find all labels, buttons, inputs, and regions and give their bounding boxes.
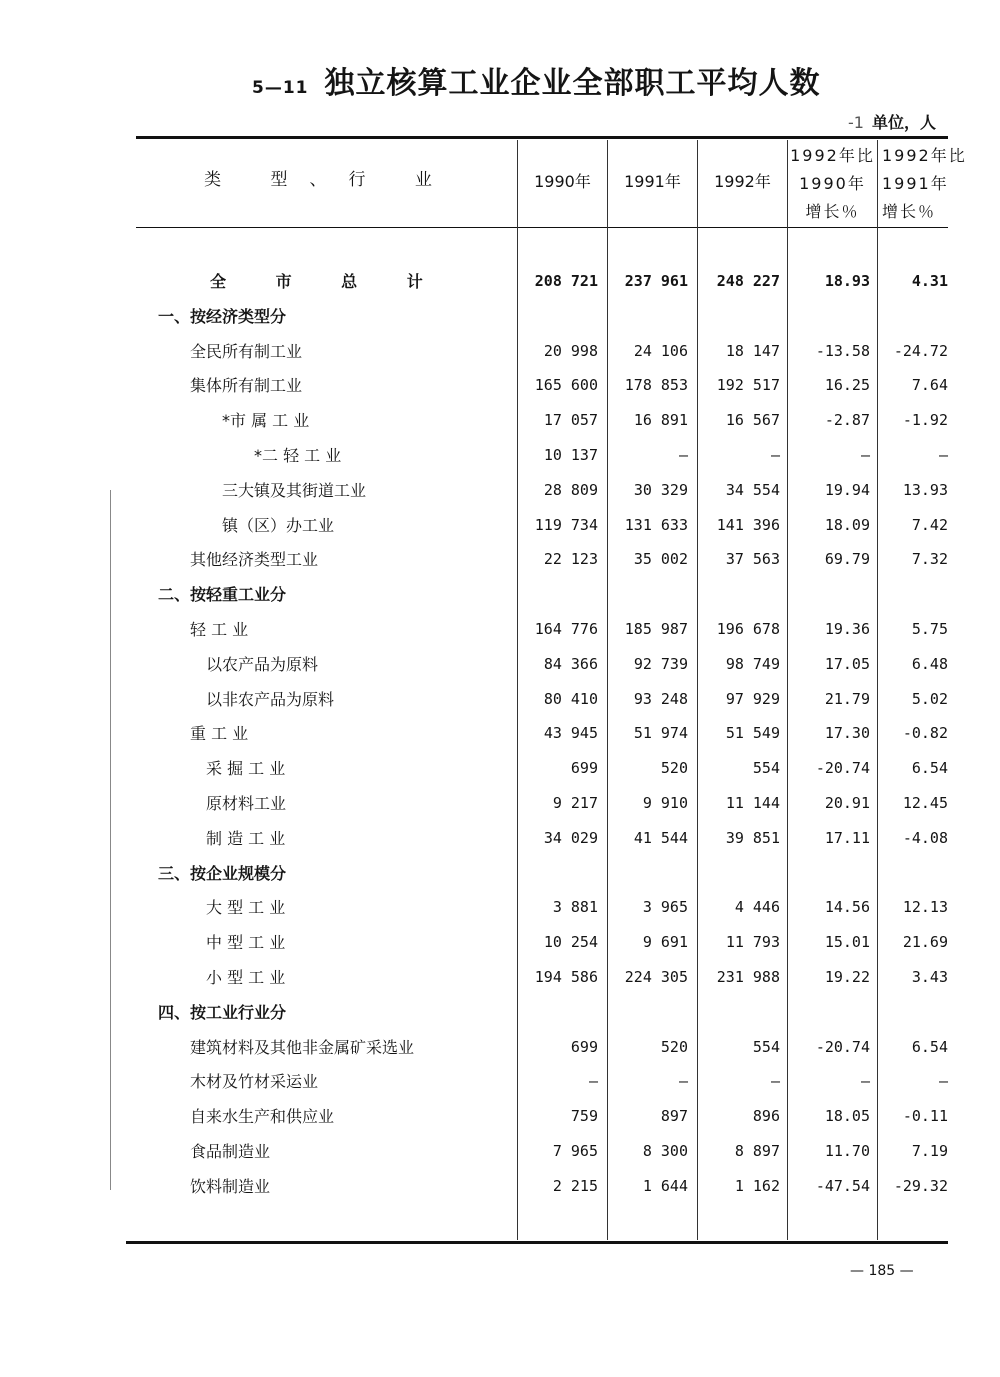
value-1990: 17 057 xyxy=(543,411,598,430)
value-1992: 896 xyxy=(752,1107,780,1126)
section-row xyxy=(0,577,1000,612)
value-1992: 11 144 xyxy=(725,794,780,812)
growth-vs-1990: -20.74 xyxy=(815,759,870,778)
table-row xyxy=(0,542,1000,577)
row-label: 大 型 工 业 xyxy=(206,898,286,918)
row-label: 饮料制造业 xyxy=(190,1176,271,1196)
row-label: 三大镇及其街道工业 xyxy=(222,480,367,500)
growth-vs-1991: 4.31 xyxy=(911,272,948,290)
growth-vs-1990: 19.36 xyxy=(824,620,870,638)
value-1991: 30 329 xyxy=(633,480,688,499)
header-line: 1991年 xyxy=(882,174,949,193)
value-1992: 34 554 xyxy=(725,480,780,499)
value-1992: — xyxy=(770,1072,780,1091)
value-1992: 98 749 xyxy=(725,654,780,673)
value-1990: 699 xyxy=(570,759,598,778)
row-label: 食品制造业 xyxy=(190,1142,271,1161)
table-row xyxy=(0,438,1000,473)
growth-vs-1990: 16.25 xyxy=(824,376,870,395)
value-1990: 9 217 xyxy=(552,794,598,812)
header-line: 1990年 xyxy=(799,174,866,193)
header-line: 增长％ xyxy=(882,202,937,221)
table-row xyxy=(0,751,1000,786)
value-1991: 3 965 xyxy=(642,898,688,917)
value-1992: 18 147 xyxy=(725,341,780,360)
growth-vs-1991: 12.45 xyxy=(902,794,948,812)
value-1992: 4 446 xyxy=(734,898,780,917)
row-label: 轻 工 业 xyxy=(190,620,249,639)
growth-vs-1991: -0.82 xyxy=(902,724,948,743)
header-line: 1992年比 xyxy=(882,146,967,165)
value-1990: 28 809 xyxy=(543,480,598,499)
row-label: 二、按轻重工业分 xyxy=(158,585,287,605)
growth-vs-1991: 7.42 xyxy=(911,515,948,534)
growth-vs-1990: — xyxy=(860,446,870,464)
section-row xyxy=(0,995,1000,1030)
table-row xyxy=(0,786,1000,821)
unit-mark: -1 xyxy=(848,113,864,132)
row-label: 小 型 工 业 xyxy=(206,968,286,987)
growth-vs-1991: 5.02 xyxy=(911,689,948,708)
value-1990: 10 254 xyxy=(543,933,598,952)
growth-vs-1990: 11.70 xyxy=(824,1142,870,1160)
growth-vs-1991: — xyxy=(938,1072,948,1091)
unit-text: 单位，人 xyxy=(871,113,936,132)
growth-vs-1991: 13.93 xyxy=(902,480,948,499)
table-bottom-rule xyxy=(126,1241,948,1244)
header-1990: 1990年 xyxy=(534,172,591,191)
table-row xyxy=(0,647,1000,682)
value-1990: 10 137 xyxy=(543,446,598,464)
growth-vs-1991: 7.64 xyxy=(911,376,948,395)
table-row xyxy=(0,682,1000,717)
growth-vs-1991: 6.54 xyxy=(911,759,948,778)
value-1991: — xyxy=(678,1072,688,1091)
row-label: 中 型 工 业 xyxy=(206,933,286,953)
page-number: — 185 — xyxy=(850,1263,914,1279)
value-1991: 131 633 xyxy=(624,515,688,534)
value-1990: 699 xyxy=(570,1037,598,1056)
table-row xyxy=(0,334,1000,369)
row-label: 采 掘 工 业 xyxy=(206,759,286,779)
value-1991: 520 xyxy=(660,1037,688,1056)
value-1991: 224 305 xyxy=(624,968,688,986)
unit-label xyxy=(848,110,948,133)
value-1990: 194 586 xyxy=(534,968,598,986)
table-row xyxy=(0,1064,1000,1099)
header-growth-vs-1990 xyxy=(788,142,877,226)
growth-vs-1991: 5.75 xyxy=(911,620,948,638)
row-label: 三、按企业规模分 xyxy=(158,863,287,883)
value-1991: 93 248 xyxy=(633,689,688,708)
growth-vs-1990: 19.22 xyxy=(824,968,870,986)
value-1991: 16 891 xyxy=(633,411,688,430)
value-1990: 759 xyxy=(570,1107,598,1126)
row-label: 其他经济类型工业 xyxy=(190,550,319,570)
growth-vs-1991: -24.72 xyxy=(893,341,948,360)
growth-vs-1991: 7.32 xyxy=(911,550,948,569)
value-1990: 43 945 xyxy=(543,724,598,743)
value-1990: 164 776 xyxy=(534,620,598,638)
header-line: 增长％ xyxy=(805,202,860,221)
header-1991: 1991年 xyxy=(624,172,681,191)
growth-vs-1991: 12.13 xyxy=(902,898,948,917)
table-row xyxy=(0,960,1000,995)
section-row xyxy=(0,856,1000,891)
value-1992: 8 897 xyxy=(734,1142,780,1160)
table-row xyxy=(0,1030,1000,1065)
table-row xyxy=(0,716,1000,751)
table-row xyxy=(0,403,1000,438)
value-1990: — xyxy=(588,1072,598,1091)
table-row xyxy=(0,508,1000,543)
value-1990: 20 998 xyxy=(543,341,598,360)
growth-vs-1991: — xyxy=(938,446,948,464)
growth-vs-1991: 6.54 xyxy=(911,1037,948,1056)
row-label: 一、按经济类型分 xyxy=(158,306,287,326)
value-1991: 237 961 xyxy=(624,272,688,290)
growth-vs-1991: -0.11 xyxy=(902,1107,948,1126)
row-label: 建筑材料及其他非金属矿采选业 xyxy=(190,1037,415,1057)
row-label: 以非农产品为原料 xyxy=(206,689,335,709)
growth-vs-1990: 18.05 xyxy=(824,1107,870,1126)
page-title xyxy=(252,58,852,100)
table-top-rule xyxy=(136,136,948,139)
table-row xyxy=(0,612,1000,647)
value-1990: 165 600 xyxy=(534,376,598,395)
value-1992: 554 xyxy=(752,759,780,778)
row-label: 重 工 业 xyxy=(190,724,249,744)
row-label: *二 轻 工 业 xyxy=(254,446,342,465)
growth-vs-1991: 6.48 xyxy=(911,654,948,673)
value-1992: 97 929 xyxy=(725,689,780,708)
table-row xyxy=(0,1099,1000,1134)
row-label: 四、按工业行业分 xyxy=(158,1002,287,1022)
row-label: 制 造 工 业 xyxy=(206,828,286,848)
row-label: 木材及竹材采运业 xyxy=(190,1072,319,1092)
value-1992: 231 988 xyxy=(716,968,780,986)
value-1992: 192 517 xyxy=(716,376,780,395)
table-number: 5—11 xyxy=(252,78,309,98)
row-label: 集体所有制工业 xyxy=(190,376,303,396)
table-row xyxy=(0,1169,1000,1204)
growth-vs-1990: -13.58 xyxy=(815,341,870,360)
value-1991: 9 691 xyxy=(642,933,688,952)
value-1992: 196 678 xyxy=(716,620,780,638)
value-1991: 178 853 xyxy=(624,376,688,395)
growth-vs-1990: 18.93 xyxy=(824,272,870,290)
growth-vs-1990: -2.87 xyxy=(824,411,870,430)
value-1991: 24 106 xyxy=(633,341,688,360)
table-row xyxy=(0,368,1000,403)
value-1991: 8 300 xyxy=(642,1142,688,1160)
value-1991: 1 644 xyxy=(642,1176,688,1195)
row-label: 自来水生产和供应业 xyxy=(190,1107,335,1127)
value-1992: 11 793 xyxy=(725,933,780,952)
table-title: 独立核算工业企业全部职工平均人数 xyxy=(324,66,821,101)
value-1991: 185 987 xyxy=(624,620,688,638)
table-row xyxy=(0,473,1000,508)
value-1992: 554 xyxy=(752,1037,780,1056)
table-row xyxy=(0,925,1000,960)
value-1991: 92 739 xyxy=(633,654,688,673)
header-bottom-rule xyxy=(136,227,948,228)
value-1990: 80 410 xyxy=(543,689,598,708)
header-1992: 1992年 xyxy=(714,172,771,191)
value-1991: 35 002 xyxy=(633,550,688,569)
value-1991: 41 544 xyxy=(633,828,688,847)
value-1990: 84 366 xyxy=(543,654,598,673)
growth-vs-1990: 17.11 xyxy=(824,828,870,847)
growth-vs-1991: -1.92 xyxy=(902,411,948,430)
table-row xyxy=(0,1134,1000,1169)
value-1991: 897 xyxy=(660,1107,688,1126)
growth-vs-1990: — xyxy=(860,1072,870,1091)
growth-vs-1991: 21.69 xyxy=(902,933,948,952)
table-row xyxy=(0,821,1000,856)
value-1992: 141 396 xyxy=(716,515,780,534)
row-label: *市 属 工 业 xyxy=(222,411,310,431)
table-row xyxy=(0,890,1000,925)
value-1990: 2 215 xyxy=(552,1176,598,1195)
total-row xyxy=(0,264,1000,299)
growth-vs-1991: -29.32 xyxy=(893,1176,948,1195)
growth-vs-1991: 7.19 xyxy=(911,1142,948,1160)
header-growth-vs-1991 xyxy=(882,142,967,226)
value-1990: 34 029 xyxy=(543,828,598,847)
value-1992: 37 563 xyxy=(725,550,780,569)
value-1990: 3 881 xyxy=(552,898,598,917)
value-1992: — xyxy=(770,446,780,464)
value-1990: 7 965 xyxy=(552,1142,598,1160)
value-1992: 51 549 xyxy=(725,724,780,743)
growth-vs-1990: 18.09 xyxy=(824,515,870,534)
value-1991: 51 974 xyxy=(633,724,688,743)
growth-vs-1990: 19.94 xyxy=(824,480,870,499)
value-1992: 39 851 xyxy=(725,828,780,847)
value-1991: — xyxy=(678,446,688,464)
row-label: 全民所有制工业 xyxy=(190,341,303,361)
growth-vs-1990: 17.30 xyxy=(824,724,870,743)
header-category: 类 型、行 业 xyxy=(204,170,454,190)
row-label: 原材料工业 xyxy=(206,794,287,813)
row-label: 全 市 总 计 xyxy=(210,272,445,291)
value-1992: 1 162 xyxy=(734,1176,780,1195)
row-label: 镇（区）办工业 xyxy=(222,515,335,535)
row-label: 以农产品为原料 xyxy=(206,654,319,674)
value-1991: 520 xyxy=(660,759,688,778)
growth-vs-1990: 69.79 xyxy=(824,550,870,569)
growth-vs-1990: 17.05 xyxy=(824,654,870,673)
growth-vs-1990: 20.91 xyxy=(824,794,870,812)
growth-vs-1990: -47.54 xyxy=(815,1176,870,1195)
section-row xyxy=(0,299,1000,334)
value-1991: 9 910 xyxy=(642,794,688,812)
value-1990: 22 123 xyxy=(543,550,598,569)
header-line: 1992年比 xyxy=(790,146,875,165)
growth-vs-1990: 15.01 xyxy=(824,933,870,952)
value-1990: 119 734 xyxy=(534,515,598,534)
growth-vs-1990: 21.79 xyxy=(824,689,870,708)
value-1992: 16 567 xyxy=(725,411,780,430)
growth-vs-1991: 3.43 xyxy=(911,968,948,986)
value-1992: 248 227 xyxy=(716,272,780,290)
growth-vs-1990: 14.56 xyxy=(824,898,870,917)
value-1990: 208 721 xyxy=(534,272,598,290)
growth-vs-1991: -4.08 xyxy=(902,828,948,847)
growth-vs-1990: -20.74 xyxy=(815,1037,870,1056)
